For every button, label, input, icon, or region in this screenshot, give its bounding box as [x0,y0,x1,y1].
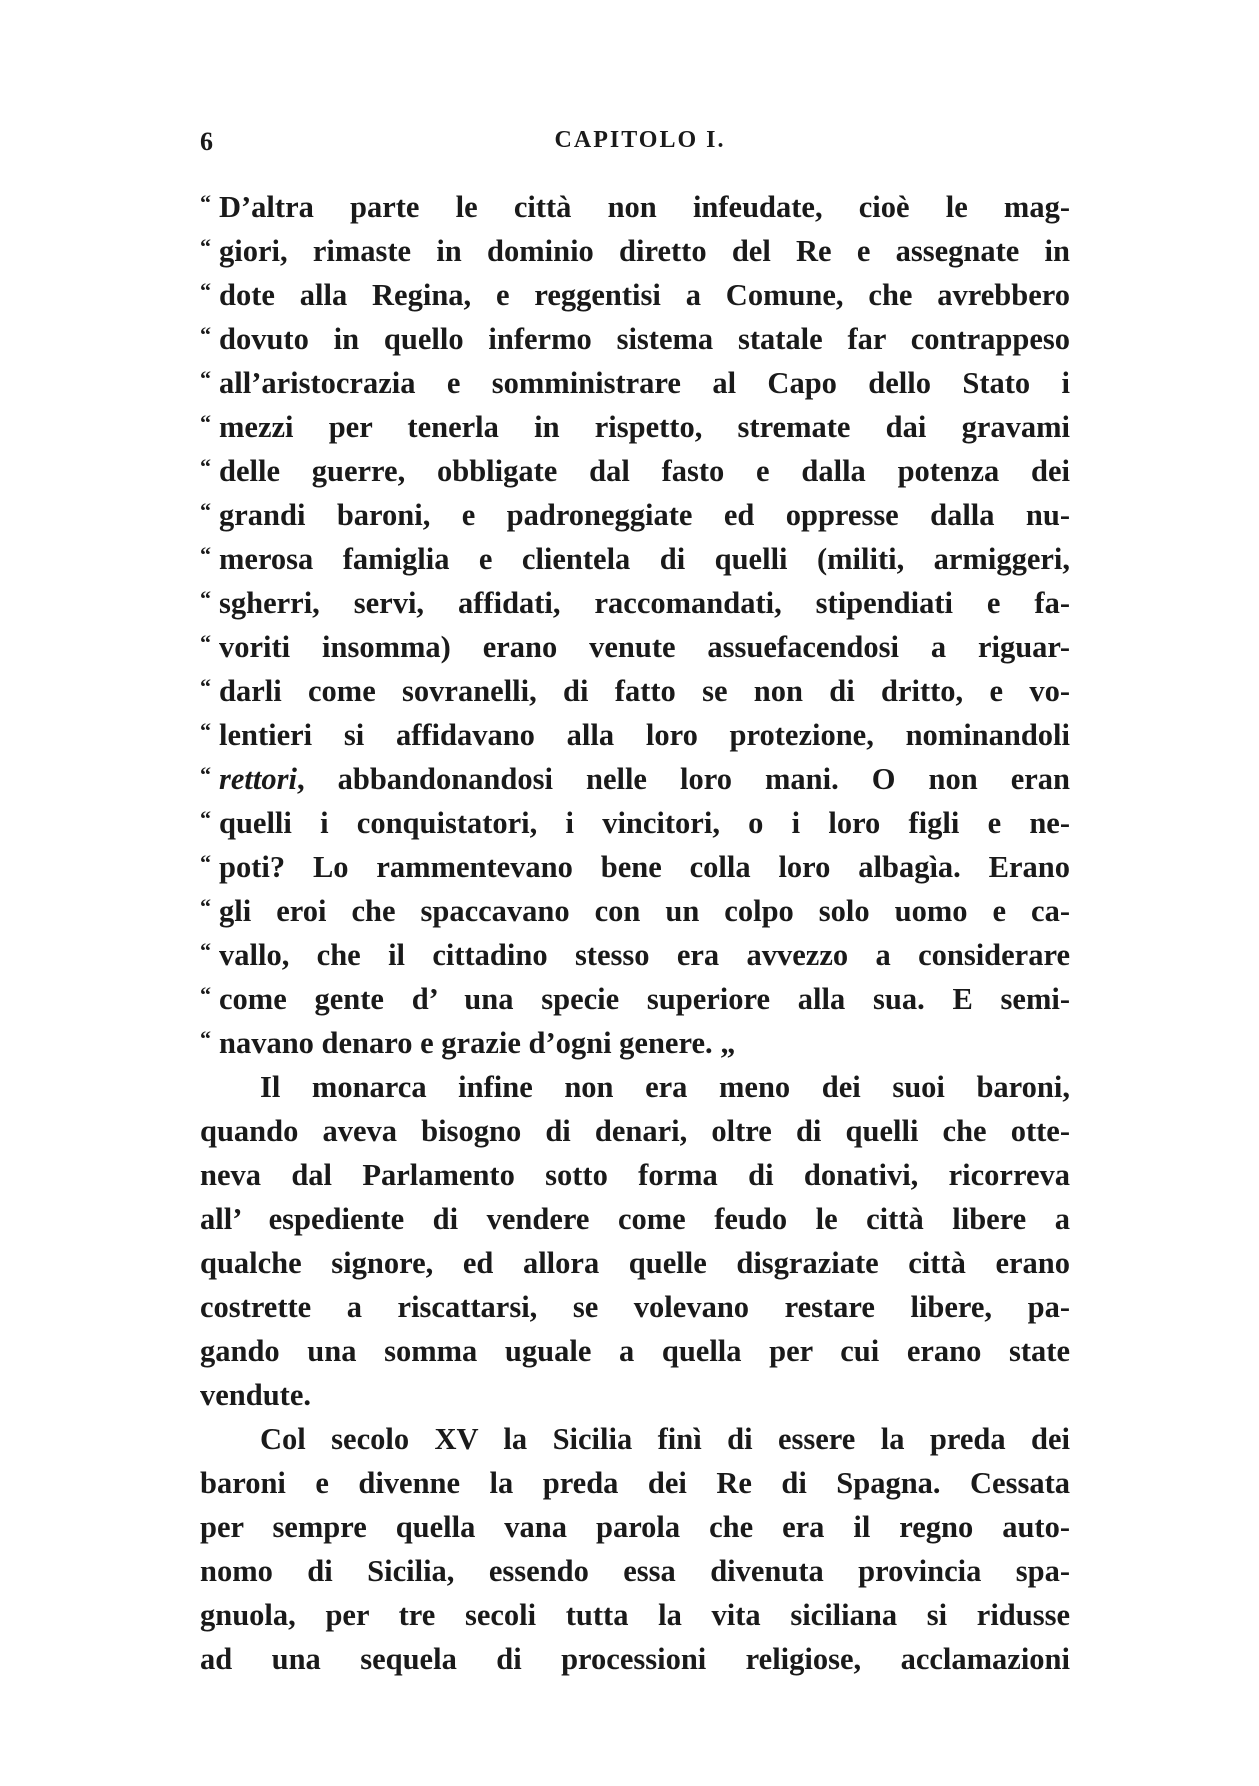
paragraph [200,1417,1070,1681]
quote-mark: “ [200,718,211,743]
page-number: 6 [200,127,213,156]
text-line: “ lentieri si affidavano alla loro protezione, nominandoli [200,713,1070,757]
text-line: Col secolo XV la Sicilia finì di essere la preda dei [260,1422,1070,1456]
quote-mark: “ [200,366,211,391]
quote-mark: “ [200,806,211,831]
quote-mark: “ [200,938,211,963]
text-line: “ giori, rimaste in dominio diretto del Re e assegnate in [200,229,1070,273]
running-head: CAPITOLO I. [554,127,726,153]
italic-word: rettori [219,762,297,796]
quote-mark: “ [200,278,211,303]
paragraph [200,1065,1070,1417]
text-line: all’ espediente di vendere come feudo le città libere a [200,1202,1070,1236]
page-header [200,127,1080,167]
quoted-passage [200,185,1070,1065]
text-line: “ come gente d’ una specie superiore alla sua. E semi- [200,977,1070,1021]
text-line: “ dote alla Regina, e reggentisi a Comune, che avrebbero [200,273,1070,317]
quote-mark: “ [200,542,211,567]
quote-mark: “ [200,454,211,479]
text-line: ad una sequela di processioni religiose, acclamazioni [200,1642,1070,1676]
text-line: “ navano denaro e grazie d’ogni genere. „ [200,1021,1070,1065]
text-line: “ quelli i conquistatori, i vincitori, o i loro figli e ne- [200,801,1070,845]
text-line: neva dal Parlamento sotto forma di donativi, ricorreva [200,1158,1070,1192]
text-line: “ grandi baroni, e padroneggiate ed oppresse dalla nu- [200,493,1070,537]
quote-mark: “ [200,498,211,523]
text-line: “ mezzi per tenerla in rispetto, stremate dai gravami [200,405,1070,449]
text-line: “ rettori, abbandonandosi nelle loro mani. O non eran [200,757,1070,801]
quote-mark: “ [200,586,211,611]
text-line: “ dovuto in quello infermo sistema statale far contrappeso [200,317,1070,361]
text-line: nomo di Sicilia, essendo essa divenuta provincia spa- [200,1554,1070,1588]
text-line: vendute. [200,1378,311,1412]
quote-mark: “ [200,190,211,215]
text-line: “ vallo, che il cittadino stesso era avvezzo a considerare [200,933,1070,977]
quote-mark: “ [200,894,211,919]
text-line: quando aveva bisogno di denari, oltre di quelli che otte- [200,1114,1070,1148]
text-line: per sempre quella vana parola che era il regno auto- [200,1510,1070,1544]
text-line: “ all’aristocrazia e somministrare al Capo dello Stato i [200,361,1070,405]
quote-mark: “ [200,674,211,699]
page-body [200,185,1070,1681]
text-line: “ gli eroi che spaccavano con un colpo solo uomo e ca- [200,889,1070,933]
text-line: “ merosa famiglia e clientela di quelli (militi, armiggeri, [200,537,1070,581]
text-line: “ D’altra parte le città non infeudate, cioè le mag- [200,185,1070,229]
text-line: “ darli come sovranelli, di fatto se non di dritto, e vo- [200,669,1070,713]
quote-mark: “ [200,234,211,259]
quote-mark: “ [200,762,211,787]
text-line: “ voriti insomma) erano venute assuefacendosi a riguar- [200,625,1070,669]
text-line: gnuola, per tre secoli tutta la vita siciliana si ridusse [200,1598,1070,1632]
quote-mark: “ [200,322,211,347]
text-line: costrette a riscattarsi, se volevano restare libere, pa- [200,1290,1070,1324]
quote-mark: “ [200,410,211,435]
text-line: “ sgherri, servi, affidati, raccomandati, stipendiati e fa- [200,581,1070,625]
quote-mark: “ [200,850,211,875]
text-line: qualche signore, ed allora quelle disgraziate città erano [200,1246,1070,1280]
quote-mark: “ [200,982,211,1007]
text-line: baroni e divenne la preda dei Re di Spagna. Cessata [200,1466,1070,1500]
text-line: “ poti? Lo rammentevano bene colla loro albagìa. Erano [200,845,1070,889]
text-line: Il monarca infine non era meno dei suoi baroni, [260,1070,1070,1104]
quote-mark: “ [200,630,211,655]
text-line: “ delle guerre, obbligate dal fasto e dalla potenza dei [200,449,1070,493]
text-line: gando una somma uguale a quella per cui erano state [200,1334,1070,1368]
quote-mark: “ [200,1026,211,1051]
